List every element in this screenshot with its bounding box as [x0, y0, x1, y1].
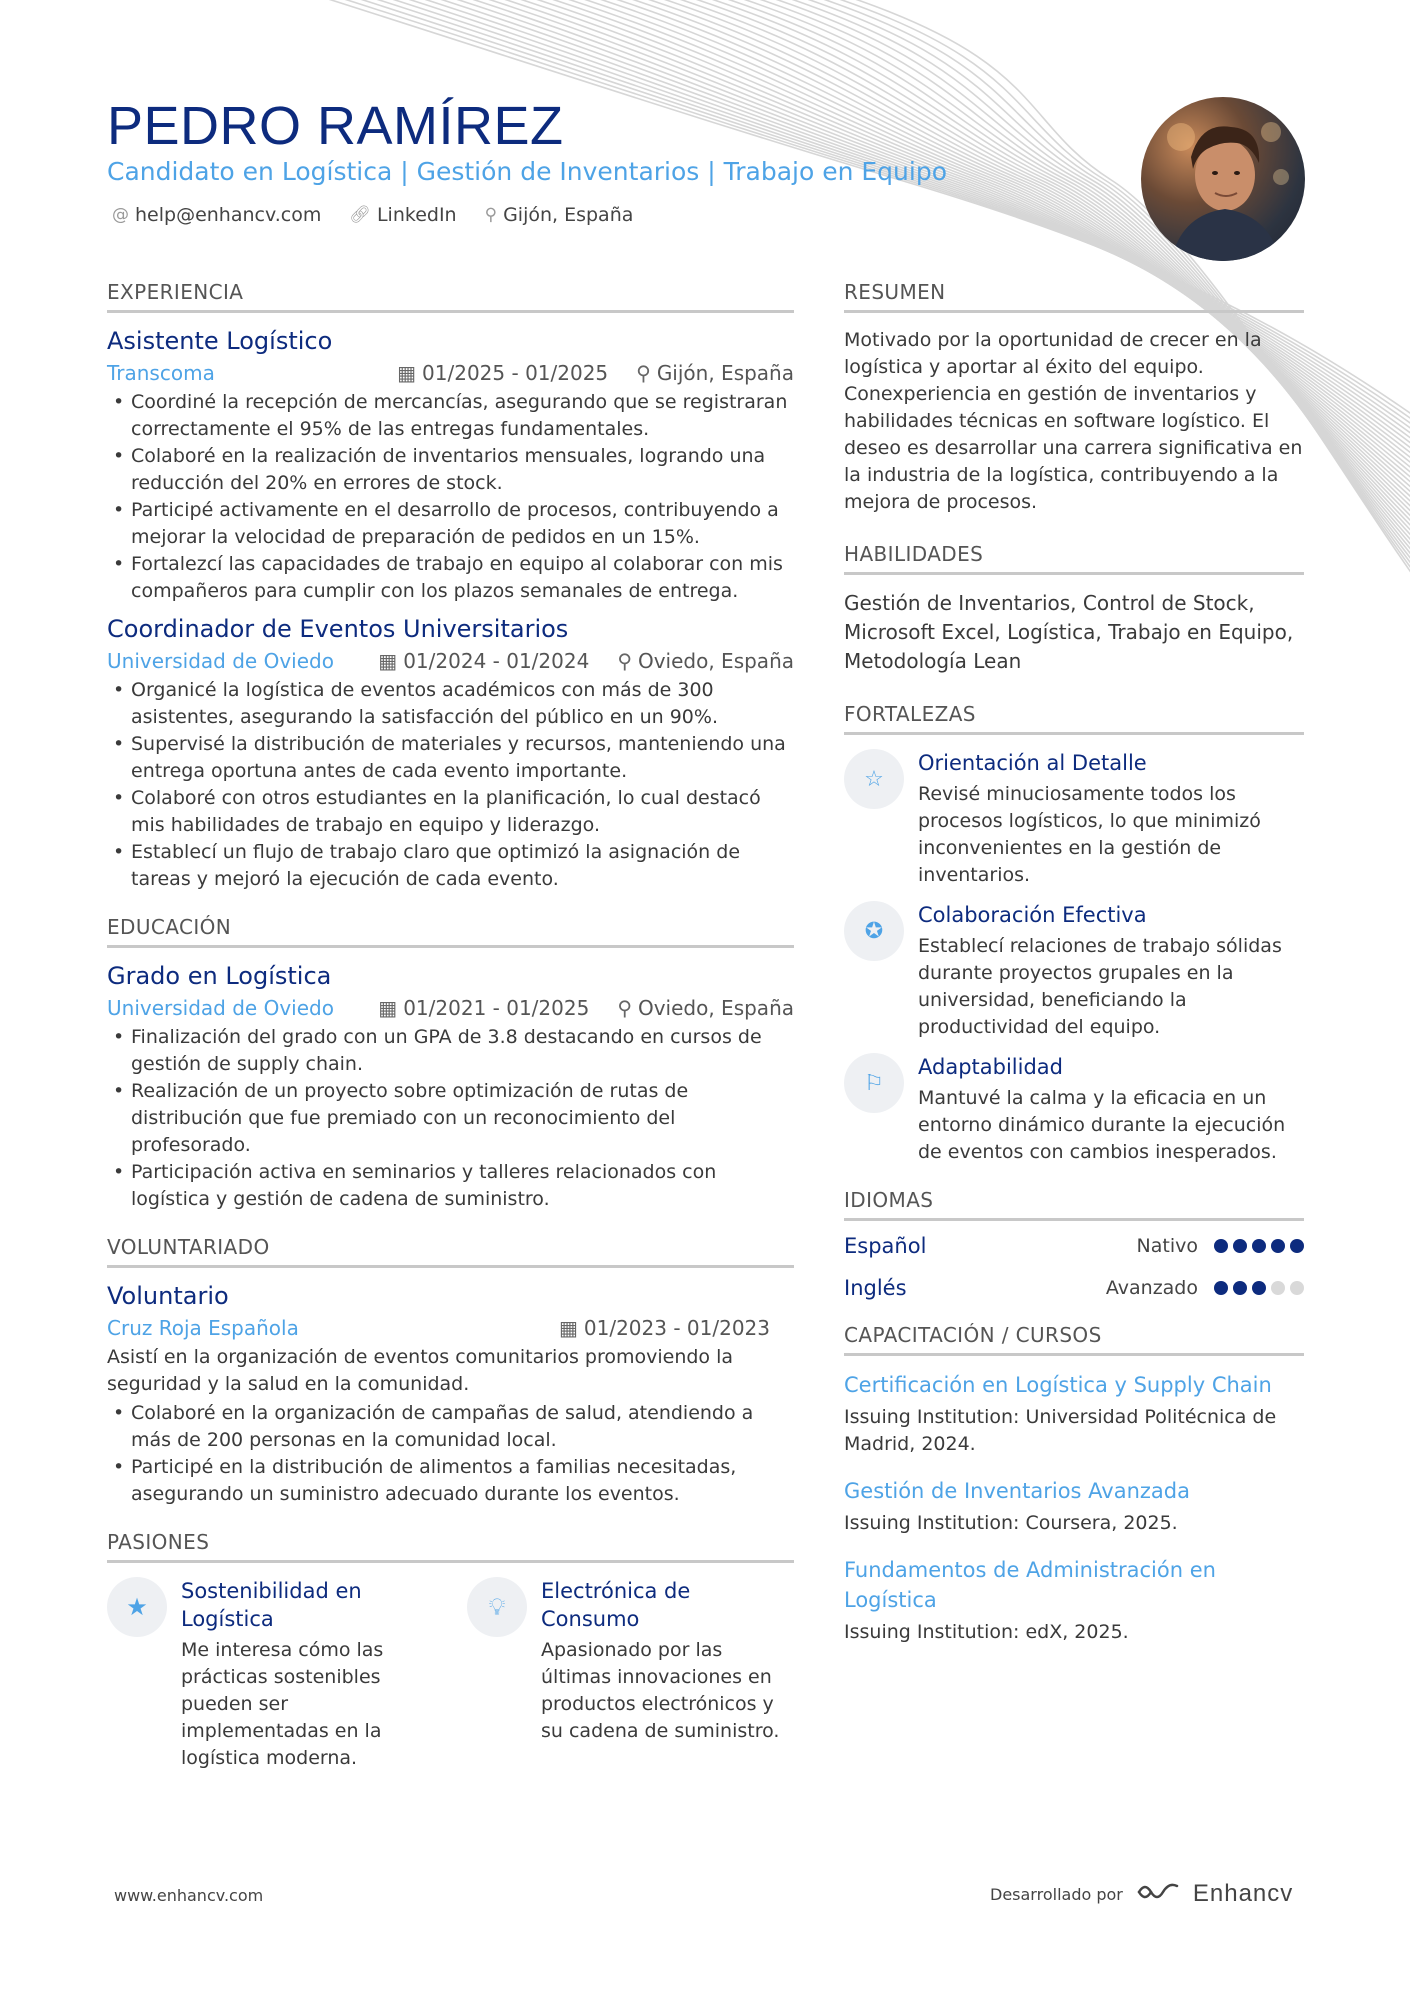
location-pin-icon: ⚲ [617, 996, 632, 1020]
calendar-icon: ▦ [397, 361, 417, 385]
language-item [844, 1225, 1304, 1267]
contact-linkedin[interactable] [349, 204, 456, 226]
job-dates [378, 649, 589, 673]
bullet-item: • Supervisé la distribución de materiales y recursos, manteniendo una entrega oportuna antes de cada evento importante. [107, 731, 794, 785]
job-title: Asistente Logístico [107, 327, 333, 355]
footer-website[interactable]: www.enhancv.com [114, 1886, 264, 1905]
rating-dot [1214, 1281, 1228, 1295]
company-name: Universidad de Oviedo [107, 649, 334, 673]
strength-title: Adaptabilidad [918, 1055, 1063, 1079]
course-desc: Issuing Institution: Universidad Politécnica de Madrid, 2024. [844, 1406, 1277, 1455]
volunteer-summary: Asistí en la organización de eventos comunitarios promoviendo la seguridad y la salud en la comunidad. [107, 1346, 734, 1395]
rating-dot [1271, 1239, 1285, 1253]
course-title: Gestión de Inventarios Avanzada [844, 1479, 1190, 1503]
candidate-name: PEDRO RAMÍREZ [107, 96, 564, 156]
volunteer-entry [107, 1282, 794, 1508]
bullet-item: • Colaboré con otros estudiantes en la planificación, lo cual destacó mis habilidades de trabajo en equipo y liderazgo. [107, 785, 794, 839]
passion-desc: Apasionado por las últimas innovaciones en productos electrónicos y su cadena de suministro. [541, 1639, 780, 1742]
bullet-item: • Participé activamente en el desarrollo de procesos, contribuyendo a mejorar la velocidad de preparación de pedidos en un 15%. [107, 497, 794, 551]
bullet-item: • Participé en la distribución de alimentos a familias necesitadas, asegurando un suministro adecuado durante los eventos. [107, 1454, 794, 1508]
rating-dot [1214, 1239, 1228, 1253]
volunteer-meta [107, 1316, 794, 1340]
contact-location [485, 204, 634, 226]
flag-icon: ⚐ [844, 1053, 904, 1113]
language-level: Nativo [1136, 1235, 1198, 1257]
job-meta [107, 649, 794, 673]
strength-desc: Establecí relaciones de trabajo sólidas durante proyectos grupales en la universidad, beneficiando la productividad del equipo. [918, 935, 1282, 1038]
section-title-skills: HABILIDADES [844, 542, 1304, 575]
job-location [617, 649, 794, 673]
section-title-strengths: FORTALEZAS [844, 702, 1304, 735]
language-item [844, 1267, 1304, 1309]
rating-dot [1252, 1239, 1266, 1253]
candidate-tagline: Candidato en Logística | Gestión de Inventarios | Trabajo en Equipo [107, 157, 947, 186]
degree-title: Grado en Logística [107, 962, 332, 990]
footer-developed-by: Desarrollado por [990, 1884, 1123, 1904]
language-rating [1214, 1281, 1304, 1295]
job-title: Coordinador de Eventos Universitarios [107, 615, 569, 643]
passion-title: Sostenibilidad en Logística [181, 1579, 362, 1631]
passion-title: Electrónica de Consumo [541, 1579, 691, 1631]
strength-desc: Mantuvé la calma y la eficacia en un entorno dinámico durante la ejecución de eventos con cambios inesperados. [918, 1087, 1286, 1163]
experience-entry [107, 615, 794, 893]
education-entry [107, 962, 794, 1213]
rating-dot [1252, 1281, 1266, 1295]
course-item [844, 1555, 1304, 1646]
calendar-icon: ▦ [378, 996, 398, 1020]
footer-brand: Enhancv [1192, 1880, 1294, 1907]
avatar [1141, 97, 1305, 261]
education-dates-text: 01/2021 - 01/2025 [403, 996, 590, 1020]
calendar-icon: ▦ [558, 1316, 578, 1340]
at-icon: @ [112, 205, 129, 225]
language-name: Español [844, 1234, 927, 1258]
passion-item [467, 1577, 792, 1772]
job-location [636, 361, 794, 385]
job-dates-text: 01/2024 - 01/2024 [403, 649, 590, 673]
section-title-passions: PASIONES [107, 1530, 794, 1563]
job-dates [397, 361, 608, 385]
education-location [617, 996, 794, 1020]
course-item [844, 1476, 1304, 1537]
volunteer-dates [559, 1316, 770, 1340]
strength-title: Colaboración Efectiva [918, 903, 1147, 927]
rating-dot [1271, 1281, 1285, 1295]
star-icon: ☆ [844, 749, 904, 809]
contact-location-text: Gijón, España [503, 204, 634, 226]
course-title: Certificación en Logística y Supply Chain [844, 1373, 1272, 1397]
summary-text: Motivado por la oportunidad de crecer en la logística y aportar al éxito del equipo. Conexperiencia en gestión de inventarios y habilidades técnicas en software logístico. El deseo es desarrollar una carrera significativa en la industria de la logística, contribuyendo a la mejora de procesos. [844, 329, 1303, 513]
strength-desc: Revisé minuciosamente todos los procesos logísticos, lo que minimizó inconvenientes en la gestión de inventarios. [918, 783, 1261, 886]
rating-dot [1290, 1239, 1304, 1253]
section-title-volunteer: VOLUNTARIADO [107, 1235, 794, 1268]
strength-item [844, 1053, 1304, 1166]
language-rating [1214, 1239, 1304, 1253]
bullet-item: • Coordiné la recepción de mercancías, asegurando que se registraran correctamente el 95% de las entregas fundamentales. [107, 389, 794, 443]
section-title-education: EDUCACIÓN [107, 915, 794, 948]
bullet-item: • Establecí un flujo de trabajo claro que optimizó la asignación de tareas y mejoró la ejecución de cada evento. [107, 839, 794, 893]
strength-title: Orientación al Detalle [918, 751, 1147, 775]
bullet-item: • Realización de un proyecto sobre optimización de rutas de distribución que fue premiado con un reconocimiento del profesorado. [107, 1078, 794, 1159]
star-icon: ★ [107, 1577, 167, 1637]
passion-item [107, 1577, 437, 1772]
job-location-text: Gijón, España [656, 361, 794, 385]
section-title-languages: IDIOMAS [844, 1188, 1304, 1221]
link-icon: 🔗︎ [349, 205, 371, 225]
passions-list [107, 1577, 794, 1772]
contact-email[interactable] [112, 204, 321, 226]
skills-text: Gestión de Inventarios, Control de Stock, Microsoft Excel, Logística, Trabajo en Equipo, Metodología Lean [844, 591, 1294, 673]
job-bullets [107, 677, 794, 893]
course-item [844, 1370, 1304, 1458]
bullet-item: • Organicé la logística de eventos académicos con más de 300 asistentes, asegurando la satisfacción del público en un 90%. [107, 677, 794, 731]
volunteer-dates-text: 01/2023 - 01/2023 [583, 1316, 770, 1340]
location-pin-icon: ⚲ [617, 649, 632, 673]
education-meta [107, 996, 794, 1020]
organization-name: Cruz Roja Española [107, 1316, 299, 1340]
strength-item [844, 901, 1304, 1041]
section-title-courses: CAPACITACIÓN / CURSOS [844, 1323, 1304, 1356]
job-location-text: Oviedo, España [637, 649, 794, 673]
rating-dot [1290, 1281, 1304, 1295]
volunteer-title: Voluntario [107, 1282, 229, 1310]
enhancv-logo-icon [1135, 1880, 1181, 1908]
experience-entry [107, 327, 794, 605]
calendar-icon: ▦ [378, 649, 398, 673]
section-title-summary: RESUMEN [844, 280, 1304, 313]
bullet-item: • Finalización del grado con un GPA de 3.8 destacando en cursos de gestión de supply chain. [107, 1024, 794, 1078]
contact-linkedin-text: LinkedIn [376, 204, 457, 226]
location-pin-icon: ⚲ [636, 361, 651, 385]
bullet-item: • Colaboré en la realización de inventarios mensuales, logrando una reducción del 20% en errores de stock. [107, 443, 794, 497]
right-column [844, 280, 1304, 1664]
job-meta [107, 361, 794, 385]
job-bullets [107, 389, 794, 605]
course-desc: Issuing Institution: Coursera, 2025. [844, 1512, 1178, 1534]
passion-desc: Me interesa cómo las prácticas sostenibles pueden ser implementadas en la logística moderna. [181, 1639, 384, 1769]
institution-name: Universidad de Oviedo [107, 996, 334, 1020]
course-desc: Issuing Institution: edX, 2025. [844, 1621, 1129, 1643]
bullet-item: • Colaboré en la organización de campañas de salud, atendiendo a más de 200 personas en la comunidad local. [107, 1400, 794, 1454]
location-pin-icon: ⚲ [484, 205, 498, 225]
footer-branding [990, 1880, 1293, 1908]
language-name: Inglés [844, 1276, 907, 1300]
bullet-item: • Participación activa en seminarios y talleres relacionados con logística y gestión de cadena de suministro. [107, 1159, 794, 1213]
lightbulb-icon: 💡︎ [467, 1577, 527, 1637]
contact-email-text: help@enhancv.com [135, 204, 322, 226]
volunteer-bullets [107, 1400, 794, 1508]
job-dates-text: 01/2025 - 01/2025 [422, 361, 609, 385]
strength-item [844, 749, 1304, 889]
education-bullets [107, 1024, 794, 1213]
bullet-item: • Fortalezcí las capacidades de trabajo en equipo al colaborar con mis compañeros para cumplir con los plazos semanales de entrega. [107, 551, 794, 605]
award-icon: ✪ [844, 901, 904, 961]
education-location-text: Oviedo, España [637, 996, 794, 1020]
rating-dot [1233, 1239, 1247, 1253]
course-title: Fundamentos de Administración en Logística [844, 1558, 1216, 1612]
contact-bar [112, 204, 633, 226]
section-title-experience: EXPERIENCIA [107, 280, 794, 313]
company-name: Transcoma [107, 361, 215, 385]
education-dates [378, 996, 589, 1020]
left-column [107, 280, 794, 1772]
rating-dot [1233, 1281, 1247, 1295]
language-level: Avanzado [1105, 1277, 1198, 1299]
